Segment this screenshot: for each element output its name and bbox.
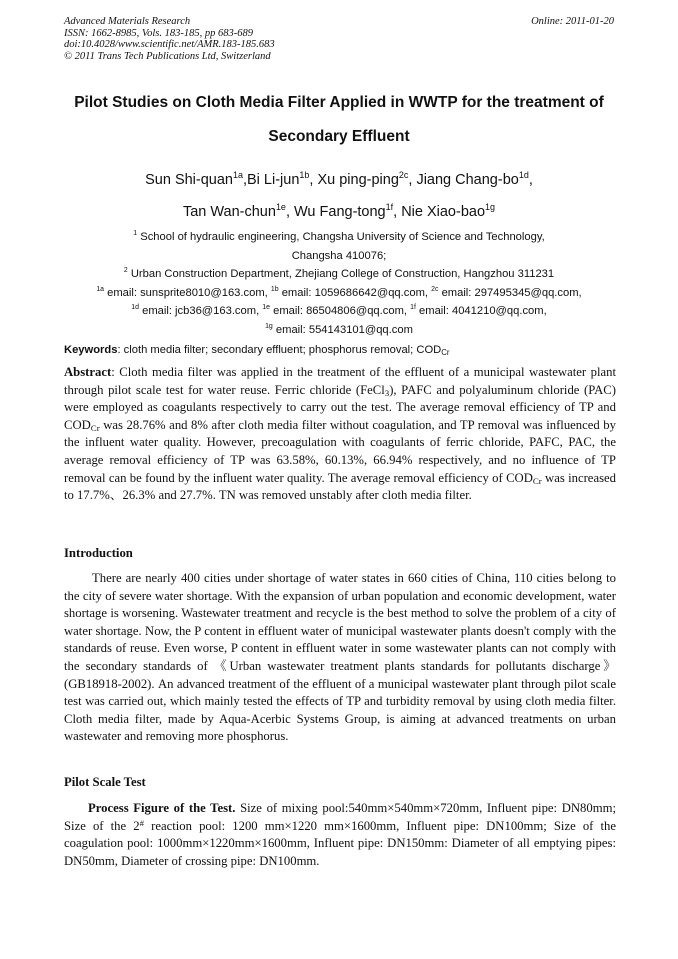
abstract-label: Abstract: [64, 365, 112, 379]
affil-text: Urban Construction Department, Zhejiang College of Construction, Hangzhou 311231: [130, 268, 555, 281]
process-text: Size of mixing pool:540mm×540mm×720mm, Influent pipe: DN80mm; Size of the 2: [64, 801, 616, 833]
email-sup: 1e: [262, 304, 271, 312]
email-sup: 1a: [96, 285, 105, 293]
author-name: Jiang Chang-bo: [416, 172, 519, 188]
journal-header: [64, 16, 275, 62]
email-line-1: [40, 284, 638, 303]
email: email: 554143101@qq.com: [275, 323, 413, 336]
journal-copyright: © 2011 Trans Tech Publications Ltd, Switzerland: [64, 50, 271, 62]
author-sup: 1g: [485, 201, 496, 212]
affiliation-1: [40, 228, 638, 247]
affil-sup: 2: [123, 267, 128, 275]
author-list: [40, 164, 638, 228]
email: email: sunsprite8010@163.com,: [107, 286, 268, 299]
process-sup: #: [139, 817, 145, 828]
author-sup: 1d: [518, 169, 529, 180]
author-name: Bi Li-jun: [247, 172, 300, 188]
author-sup: 1a: [232, 169, 243, 180]
email: email: 297495345@qq.com,: [441, 286, 582, 299]
introduction-heading: Introduction: [64, 546, 133, 560]
title-line-1: Pilot Studies on Cloth Media Filter Applied in WWTP for the treatment of: [74, 94, 604, 111]
pilot-heading: Pilot Scale Test: [64, 775, 146, 789]
keywords-sub: Cr: [441, 347, 450, 357]
introduction-paragraph: There are nearly 400 cities under shortage of water states in 660 cities of China, 110 cities belong to the city of severe water shortage. With the expansion of urban population and economic development, water shortage is worsening. Wastewater treatment and recycle is the best method to solve the problem of a city of water shortage. Now, the P content in effluent water of municipal wastewater plants doesn't comply with the standards of reuse. Even worse, P content in effluent water in some wastewater plants can not comply with the secondary standards of 《Urban wastewater treatment plants standards for pollutants discharge》(GB18918-2002). An advanced treatment of the effluent of a municipal wastewater plant through pilot scale test was carried out, which mainly tested the effects of TP and turbidity removal by using cloth media filter. Cloth media filter, made by Aqua-Acerbic Systems Group, is aiming at advanced treatments on urban wastewater and removing more phosphorus.: [64, 571, 616, 744]
author-sup: 1e: [275, 201, 286, 212]
online-date: Online: 2011-01-20: [531, 16, 614, 27]
email: email: jcb36@163.com,: [142, 305, 260, 318]
keywords: [64, 343, 616, 357]
author-name: Nie Xiao-bao: [401, 204, 486, 220]
keywords-label: Keywords: [64, 344, 118, 356]
affiliation-1-city: Changsha 410076;: [291, 249, 387, 262]
author-line-2: Tan Wan-chun$^{1e}$, Wu Fang-tong$^{1f}$, Nie Xiao-bao$^{1g}$: [182, 201, 496, 220]
abstract-text: was 28.76% and 8% after cloth media filter without coagulation, and TP removal was influenced by the influent water quality. However, precoagulation with coagulants of ferric chloride, PAFC, PAC, the average removal efficiency of TP was 63.58%, 60.13%, 66.94% respectively, and no influence of TP removal can be found by the influent water quality. The average removal efficiency of COD: [64, 417, 616, 485]
abstract-text: ), PAFC and polyaluminum chloride (PAC) were employed as coagulants respectively to carry out the test. The average removal efficiency of TP and COD: [64, 382, 616, 432]
affil-sup: 1: [133, 229, 138, 237]
process-paragraph: [64, 800, 616, 870]
author-name: Xu ping-ping: [317, 172, 399, 188]
abstract-sub: 3: [384, 387, 390, 398]
abstract: [64, 364, 616, 505]
abstract-text: : Cloth media filter was applied in the treatment of the effluent of a municipal wastewater plant through pilot scale test for water reuse. Ferric chloride (FeCl: [64, 365, 616, 397]
author-line-1: Sun Shi-quan$^{1a}$,Bi Li-jun$^{1b}$, Xu ping-ping$^{2c}$, Jiang Chang-$bo^{1d}$,: [145, 169, 533, 188]
author-name: Wu Fang-tong: [294, 204, 386, 220]
email-sup: 1b: [270, 285, 279, 293]
email: email: 4041210@qq.com,: [419, 305, 547, 318]
email-sup: 1g: [265, 322, 273, 330]
abstract-sub: Cr: [90, 423, 100, 433]
process-text: reaction pool: 1200 mm×1220 mm×1600mm, Influent pipe: DN100mm; Size of the coagulation pool: 1000mm×1220mm×1600mm, Influent pipe: DN150mm: Diameter of all emptying pipes: DN50mm, Diameter of crossing pipe: DN100mm.: [64, 818, 616, 868]
journal-doi: doi:10.4028/www.scientific.net/AMR.183-185.683: [64, 39, 275, 50]
author-sup: 1b: [299, 169, 310, 180]
affiliations: [40, 228, 638, 340]
title-line-2: Secondary Effluent: [268, 128, 410, 145]
abstract-text: was increased to 17.7%、26.3% and 27.7%. TN was removed unstably after cloth media filter.: [64, 470, 616, 503]
email-line-3: [40, 321, 638, 340]
journal-name: Advanced Materials Research: [64, 16, 191, 27]
author-sup: 1f: [385, 201, 394, 212]
email: email: 86504806@qq.com,: [273, 305, 408, 318]
keywords-text: : cloth media filter; secondary effluent; phosphorus removal; COD: [117, 344, 442, 356]
affil-text: School of hydraulic engineering, Changsha University of Science and Technology,: [140, 231, 545, 243]
email: email: 1059686642@qq.com,: [281, 286, 429, 299]
author-name: Sun Shi-quan: [145, 172, 233, 188]
email-sup: 1d: [131, 304, 139, 312]
abstract-sub: Cr: [532, 475, 542, 486]
email-line-2: [40, 302, 638, 321]
journal-issn: ISSN: 1662-8985, Vols. 183-185, pp 683-689: [64, 27, 253, 39]
process-label: Process Figure of the Test.: [88, 801, 236, 815]
affiliation-2: [40, 265, 638, 284]
author-sup: 2c: [398, 169, 409, 180]
author-name: Tan Wan-chun: [182, 204, 276, 220]
paper-title: [40, 86, 638, 154]
email-sup: 2c: [431, 285, 439, 293]
email-sup: 1f: [410, 304, 416, 312]
